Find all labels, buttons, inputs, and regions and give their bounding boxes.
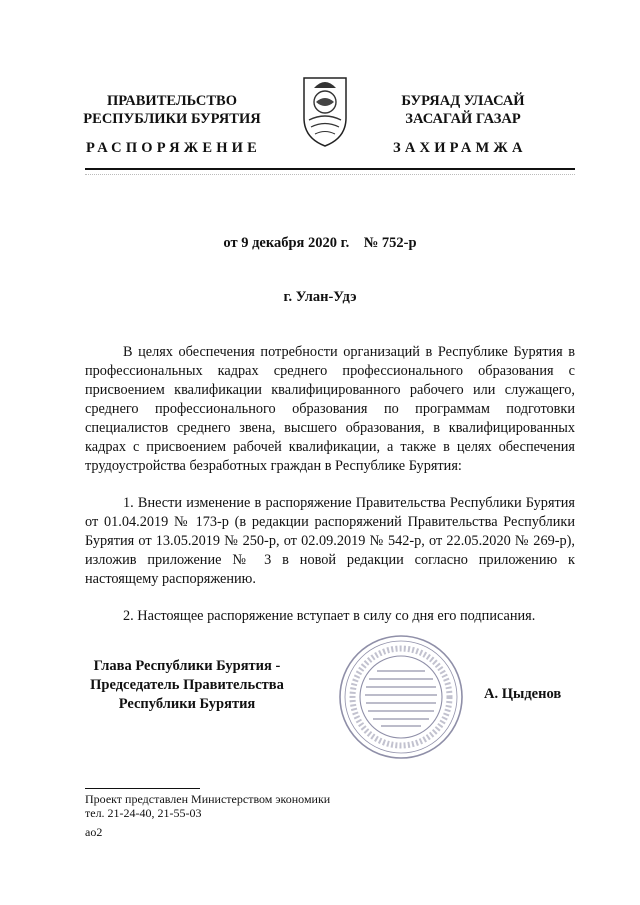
header-rule	[85, 168, 575, 170]
signatory-name: А. Цыденов	[484, 686, 562, 702]
document-body	[85, 343, 575, 626]
org-name-bua	[348, 92, 578, 128]
org-name-ru-line1: ПРАВИТЕЛЬСТВО	[107, 93, 237, 109]
org-name-bua-line2: ЗАСАГАЙ ГАЗАР	[405, 111, 521, 127]
preamble-paragraph: В целях обеспечения потребности организаций в Республике Бурятия в профессиональных кадрах среднего профессионального образования с присвоением квалификации квалифицированного рабочего или служащего, среднего профессионального образования по программам подготовки специалистов среднего звена, высшего образования, в квалифицированных кадрах с присвоением рабочей квалификации, а также в целях обеспечения трудоустройства безработных граждан в Республике Бурятия:	[85, 344, 575, 474]
org-name-ru-line2: РЕСПУБЛИКИ БУРЯТИЯ	[83, 111, 261, 127]
org-name-ru	[57, 92, 287, 128]
footer-phone: тел. 21-24-40, 21-55-03	[85, 806, 202, 820]
signatory-title-line3: Республики Бурятия	[118, 696, 256, 712]
signatory-title-line1: Глава Республики Бурятия -	[93, 658, 281, 674]
footer-code: ао2	[85, 825, 103, 839]
doc-type-bua: ЗАХИРАМЖА	[393, 140, 527, 156]
doc-type-ru: РАСПОРЯЖЕНИЕ	[86, 140, 262, 156]
org-name-bua-line1: БУРЯАД УЛАСАЙ	[401, 93, 525, 109]
footer-prepared-by: Проект представлен Министерством экономики	[85, 792, 331, 806]
item-1-paragraph: 1. Внести изменение в распоряжение Правительства Республики Бурятия от 01.04.2019 № 173-р (в редакции распоряжений Правительства Республики Бурятия от 13.05.2019 № 250-р, от 02.09.2019 № 542-р, от 22.05.2020 № 269-р), изложив приложение № 3 в новой редакции согласно приложению к настоящему распоряжению.	[85, 495, 575, 587]
official-stamp-seal	[337, 633, 465, 761]
footer-rule	[85, 788, 200, 789]
signatory-title-line2: Председатель Правительства	[90, 677, 284, 693]
date-number: от 9 декабря 2020 г. № 752-р	[223, 235, 417, 251]
city: г. Улан-Удэ	[283, 289, 357, 305]
signatory-title	[72, 657, 302, 714]
footer-note	[85, 792, 330, 820]
item-2-paragraph: 2. Настоящее распоряжение вступает в силу со дня его подписания.	[123, 608, 536, 624]
header-dotted-rule	[85, 174, 575, 175]
coat-of-arms-emblem	[300, 72, 350, 150]
